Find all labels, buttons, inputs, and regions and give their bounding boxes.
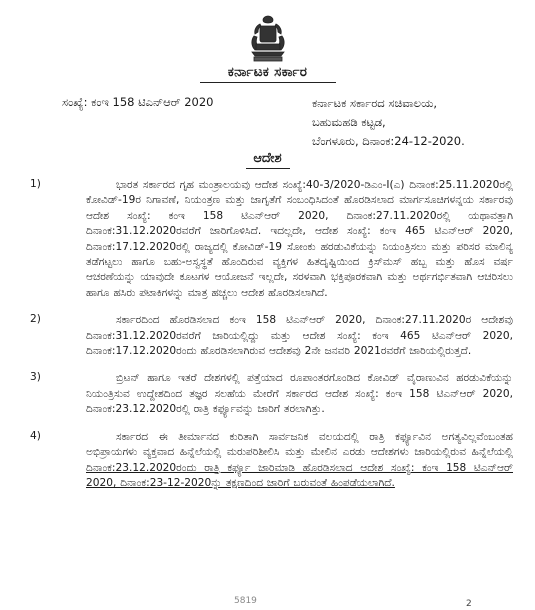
office-address xyxy=(312,94,465,151)
paragraph-text: ಸರ್ಕಾರದಿಂದ ಹೊರಡಿಸಲಾದ ಕಂಇ 158 ಟಿಎನ್‌ಆರ್ 2020, ದಿನಾಂಕ:27.11.2020ರ ಆದೇಶವು ದಿನಾಂಕ:31.12.2020ರವರೆಗೆ ಜಾರಿಯಲ್ಲಿದ್ದು ಮತ್ತು ಆದೇಶ ಸಂಖ್ಯೆ: ಕಂಇ 465 ಟಿಎನ್‌ಆರ್ 2020, ದಿನಾಂಕ:17.12.2020ರಂದು ಹೊರಡಿಸಲಾಗಿರುವ ಆದೇಶವು 2ನೇ ಜನವರಿ 2021ರವರೆಗೆ ಜಾರಿಯಲ್ಲಿರುತ್ತದೆ. xyxy=(86,314,513,358)
paragraph xyxy=(26,178,513,301)
order-heading-underline xyxy=(246,168,290,169)
paragraph-number: 4) xyxy=(30,429,41,442)
order-heading: ಆದೇಶ xyxy=(253,151,282,166)
address-line: ಬೆಂಗಳೂರು, ದಿನಾಂಕ:24-12-2020. xyxy=(312,134,465,148)
paragraph-text xyxy=(86,430,513,492)
paragraph-text: ಬ್ರಿಟನ್ ಹಾಗೂ ಇತರೆ ದೇಶಗಳಲ್ಲಿ ಪತ್ತೆಯಾದ ರೂಪಾಂತರಗೊಂಡಿದ ಕೋವಿಡ್ ವೈರಾಣುವಿನ ಹರಡುವಿಕೆಯನ್ನು ನಿಯಂತ್ರಿಸುವ ಉದ್ದೇಶದಿಂದ ತಜ್ಞರ ಸಲಹೆಯ ಮೇರೆಗೆ ಸರ್ಕಾರದ ಆದೇಶ ಸಂಖ್ಯೆ: ಕಂಇ 158 ಟಿಎನ್‌ಆರ್ 2020, ದಿನಾಂಕ:23.12.2020ರಲ್ಲಿ ರಾತ್ರಿ ಕರ್ಫ್ಯೂವನ್ನು ಜಾರಿಗೆ ತರಲಾಗಿತ್ತು. xyxy=(86,372,513,416)
paragraph-text: ಭಾರತ ಸರ್ಕಾರದ ಗೃಹ ಮಂತ್ರಾಲಯವು ಆದೇಶ ಸಂಖ್ಯೆ:40-3/2020-ಡಿಎಂ-I(ಎ) ದಿನಾಂಕ:25.11.2020ರಲ್ಲಿ ಕೋವಿಡ್-19ರ ನಿಗಾವಣೆ, ನಿಯಂತ್ರಣ ಮತ್ತು ಜಾಗೃತೆಗೆ ಸಂಬಂಧಿಸಿದಂತೆ ಹೊರಡಿಸಲಾದ ಮಾರ್ಗಸೂಚಿಗಳನ್ನಯ ಸರ್ಕಾರವು ಆದೇಶ ಸಂಖ್ಯೆ: ಕಂಇ 158 ಟಿಎನ್‌ಆರ್ 2020, ದಿನಾಂಕ:27.11.2020ರಲ್ಲಿ ಯಥಾವತ್ತಾಗಿ ದಿನಾಂಕ:31.12.2020ರವರೆಗೆ ಜಾರಿಗೊಳಿಸಿದೆ. ಇದಲ್ಲದೇ, ಆದೇಶ ಸಂಖ್ಯೆ: ಕಂಇ 465 ಟಿಎನ್‌ಆರ್ 2020, ದಿನಾಂಕ:17.12.2020ರಲ್ಲಿ ರಾಜ್ಯದಲ್ಲಿ ಕೋವಿಡ್-19 ಸೋಂಕು ಹರಡುವಿಕೆಯನ್ನು ನಿಯಂತ್ರಿಸಲು ಮತ್ತು ಪರಿಸರ ಮಾಲಿನ್ಯ ತಡೆಗಟ್ಟಲು ಹಾಗೂ ಬಹು-ಅಸ್ವಸ್ಥತೆ ಹೊಂದಿರುವ ವ್ಯಕ್ತಿಗಳ ಹಿತದೃಷ್ಟಿಯಿಂದ ಕ್ರಿಸ್‌ಮಸ್ ಹಬ್ಬ ಮತ್ತು ಹೊಸ ವರ್ಷ ಆಚರಣೆಯನ್ನು ಯಾವುದೇ ಕೂಟಗಳ ಆಯೋಜನೆ ಇಲ್ಲದೇ, ಸರಳವಾಗಿ ಭಕ್ತಿಪೂರಕವಾಗಿ ಮತ್ತು ಅರ್ಥಗರ್ಭಿತವಾಗಿ ಆಚರಿಸಲು ಹಾಗೂ ಹಸಿರು ಪಟಾಕಿಗಳನ್ನು ಮಾತ್ರ ಹಚ್ಚಲು ಆದೇಶ ಹೊರಡಿಸಲಾಗಿದೆ. xyxy=(86,179,513,299)
order-paragraphs xyxy=(26,178,513,503)
paragraph-text-underlined: ದಿನಾಂಕ:23.12.2020ರಂದು ರಾತ್ರಿ ಕರ್ಫ್ಯೂ ಜಾರಿಮಾಡಿ ಹೊರಡಿಸಲಾದ ಆದೇಶ ಸಂಖ್ಯೆ: ಕಂಇ 158 ಟಿಎನ್‌ಆರ್ 2020, ದಿನಾಂಕ:23-12-2020ನ್ನು ತಕ್ಷಣದಿಂದ ಜಾರಿಗೆ ಬರುವಂತೆ ಹಿಂಪಡೆಯಲಾಗಿದೆ. xyxy=(86,461,513,489)
page-number: 2 xyxy=(466,599,472,609)
paragraph-text-plain: ಸರ್ಕಾರದ ಈ ತೀರ್ಮಾನದ ಕುರಿತಾಗಿ ಸಾರ್ವಜನಿಕ ವಲಯದಲ್ಲಿ ರಾತ್ರಿ ಕರ್ಫ್ಯೂವಿನ ಅಗತ್ಯವಿಲ್ಲವೆಂಬಂತಹ ಅಭಿಪ್ರಾಯಗಳು ವ್ಯಕ್ತವಾದ ಹಿನ್ನೆಲೆಯಲ್ಲಿ ಮರುಪರಿಶೀಲಿಸಿ ಮತ್ತು ಮೇಲಿನ ಎರಡು ಆದೇಶಗಳು ಜಾರಿಯಲ್ಲಿರುವ ಹಿನ್ನೆಲೆಯಲ್ಲಿ xyxy=(86,430,513,459)
paragraph xyxy=(26,430,513,492)
paragraph xyxy=(26,371,513,417)
title-underline xyxy=(200,82,336,83)
office-stamp-number: 5819 xyxy=(234,596,257,606)
paragraph-number: 3) xyxy=(30,371,41,384)
paragraph xyxy=(26,313,513,359)
state-emblem-icon xyxy=(246,14,290,64)
order-reference-number: ಸಂಖ್ಯೆ: ಕಂಇ 158 ಟಿಎನ್‌ಆರ್ 2020 xyxy=(62,95,214,109)
paragraph-number: 2) xyxy=(30,313,41,326)
address-line: ಬಹುಮಹಡಿ ಕಟ್ಟಡ, xyxy=(312,115,386,129)
address-line: ಕರ್ನಾಟಕ ಸರ್ಕಾರದ ಸಚಿವಾಲಯ, xyxy=(312,96,438,110)
paragraph-number: 1) xyxy=(30,178,41,190)
government-title: ಕರ್ನಾಟಕ ಸರ್ಕಾರ xyxy=(227,64,308,80)
